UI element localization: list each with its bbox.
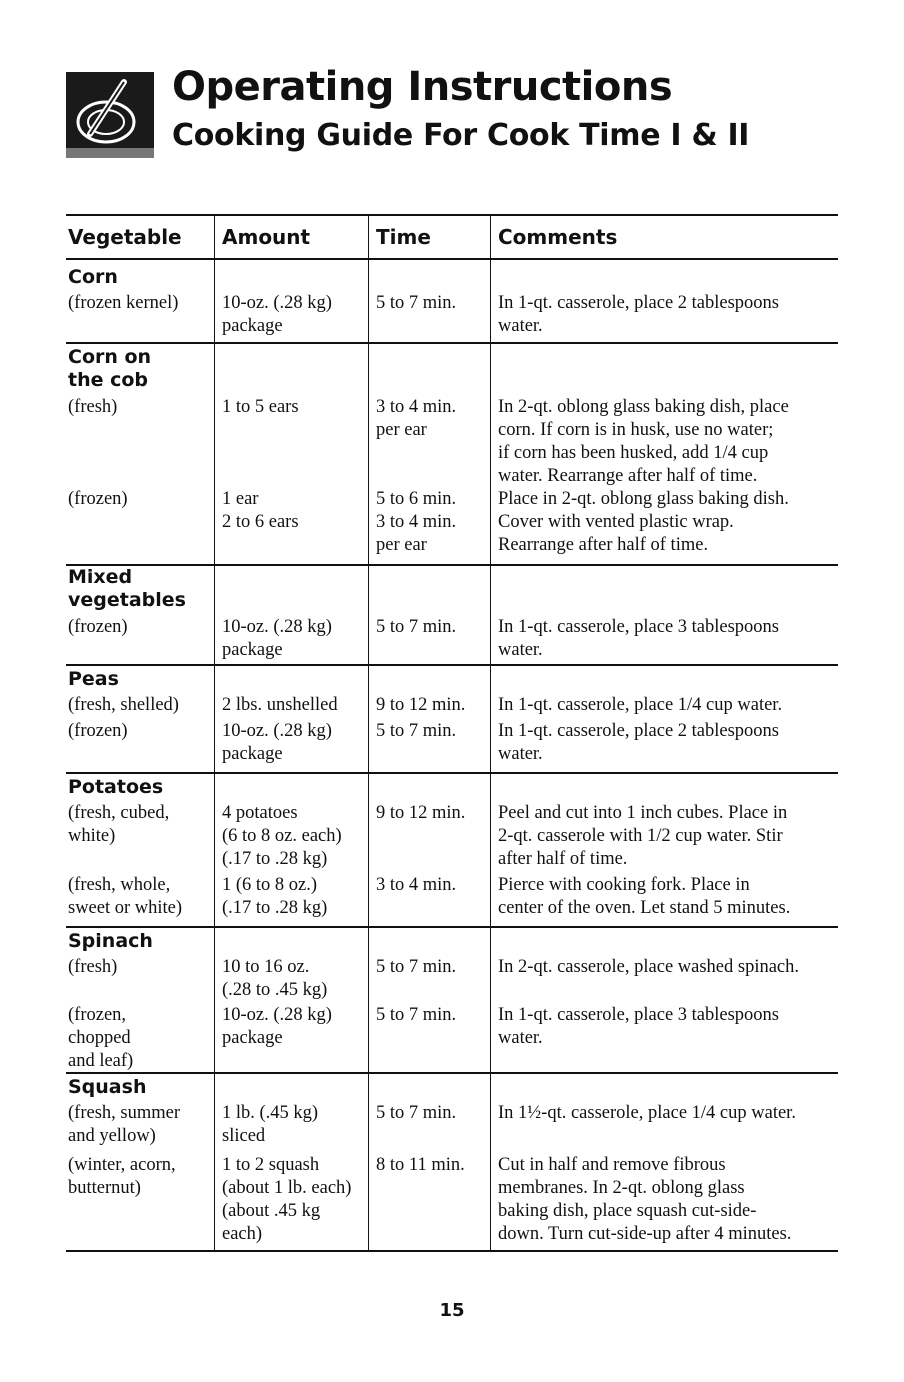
page-number: 15 (439, 1300, 465, 1321)
time-cell: 5 to 7 min. (376, 957, 457, 977)
vegetable-cell: (frozen) (68, 489, 128, 509)
time-cell: 5 to 7 min. (376, 617, 457, 637)
vegetable-cell: (frozen) (68, 617, 128, 637)
column-header-amount: Amount (222, 225, 311, 249)
vegetable-cell: (fresh, shelled) (68, 695, 179, 715)
vegetable-cell: (frozen, chopped and leaf) (68, 1005, 134, 1071)
amount-cell: 4 potatoes (6 to 8 oz. each) (.17 to .28 kg) (222, 803, 342, 869)
amount-cell: 10-oz. (.28 kg) package (222, 293, 332, 336)
vegetable-cell: (fresh) (68, 957, 118, 977)
amount-cell: 1 ear 2 to 6 ears (222, 489, 299, 532)
time-cell: 5 to 7 min. (376, 1005, 457, 1025)
time-cell: 5 to 7 min. (376, 293, 457, 313)
category-label: Squash (68, 1076, 147, 1098)
vegetable-cell: (frozen kernel) (68, 293, 179, 313)
vegetable-cell: (fresh, summer and yellow) (68, 1103, 180, 1146)
comments-cell: In 1-qt. casserole, place 1/4 cup water. (498, 695, 783, 715)
column-header-comments: Comments (498, 225, 618, 249)
comments-cell: In 1-qt. casserole, place 3 tablespoons water. (498, 1005, 780, 1048)
amount-cell: 1 lb. (.45 kg) sliced (222, 1103, 319, 1146)
vegetable-cell: (fresh) (68, 397, 118, 417)
vegetable-cell: (winter, acorn, butternut) (68, 1155, 176, 1198)
comments-cell: In 1½-qt. casserole, place 1/4 cup water. (498, 1103, 796, 1123)
amount-cell: 10-oz. (.28 kg) package (222, 721, 332, 764)
column-header-time: Time (376, 225, 431, 249)
vegetable-cell: (fresh, cubed, white) (68, 803, 170, 846)
vegetable-cell: (frozen) (68, 721, 128, 741)
time-cell: 3 to 4 min. per ear (376, 397, 457, 440)
cooktop-icon (66, 72, 154, 158)
page-title: Operating Instructions (172, 64, 673, 110)
column-header-vegetable: Vegetable (68, 225, 182, 249)
comments-cell: Cut in half and remove fibrous membranes. In 2-qt. oblong glass baking dish, place squash cut-side- down. Turn cut-side-up after 4 minutes. (498, 1155, 792, 1244)
category-label: Potatoes (68, 776, 164, 798)
time-cell: 5 to 7 min. (376, 1103, 457, 1123)
category-label: Spinach (68, 930, 153, 952)
amount-cell: 1 to 5 ears (222, 397, 299, 417)
time-cell: 8 to 11 min. (376, 1155, 465, 1175)
comments-cell: In 1-qt. casserole, place 2 tablespoons water. (498, 721, 780, 764)
amount-cell: 2 lbs. unshelled (222, 695, 338, 715)
amount-cell: 1 to 2 squash (about 1 lb. each) (about .45 kg each) (222, 1155, 352, 1244)
comments-cell: In 1-qt. casserole, place 3 tablespoons water. (498, 617, 780, 660)
vegetable-cell: (fresh, whole, sweet or white) (68, 875, 183, 918)
comments-cell: Place in 2-qt. oblong glass baking dish. Cover with vented plastic wrap. Rearrange after half of time. (498, 489, 789, 555)
time-cell: 9 to 12 min. (376, 803, 466, 823)
time-cell: 9 to 12 min. (376, 695, 466, 715)
category-label: Corn (68, 266, 118, 288)
time-cell: 3 to 4 min. (376, 875, 457, 895)
category-label: Peas (68, 668, 119, 690)
amount-cell: 10-oz. (.28 kg) package (222, 617, 332, 660)
time-cell: 5 to 6 min. 3 to 4 min. per ear (376, 489, 457, 555)
comments-cell: In 2-qt. casserole, place washed spinach. (498, 957, 800, 977)
comments-cell: In 1-qt. casserole, place 2 tablespoons water. (498, 293, 780, 336)
time-cell: 5 to 7 min. (376, 721, 457, 741)
category-label: Corn on the cob (68, 346, 152, 391)
page-subtitle: Cooking Guide For Cook Time I & II (172, 118, 750, 153)
comments-cell: Pierce with cooking fork. Place in center of the oven. Let stand 5 minutes. (498, 875, 791, 918)
amount-cell: 10 to 16 oz. (.28 to .45 kg) (222, 957, 328, 1000)
comments-cell: Peel and cut into 1 inch cubes. Place in 2-qt. casserole with 1/2 cup water. Stir after half of time. (498, 803, 788, 869)
amount-cell: 1 (6 to 8 oz.) (.17 to .28 kg) (222, 875, 328, 918)
amount-cell: 10-oz. (.28 kg) package (222, 1005, 332, 1048)
category-label: Mixed vegetables (68, 566, 186, 611)
comments-cell: In 2-qt. oblong glass baking dish, place corn. If corn is in husk, use no water; if corn has been husked, add 1/4 cup water. Rearrange after half of time. (498, 397, 789, 486)
